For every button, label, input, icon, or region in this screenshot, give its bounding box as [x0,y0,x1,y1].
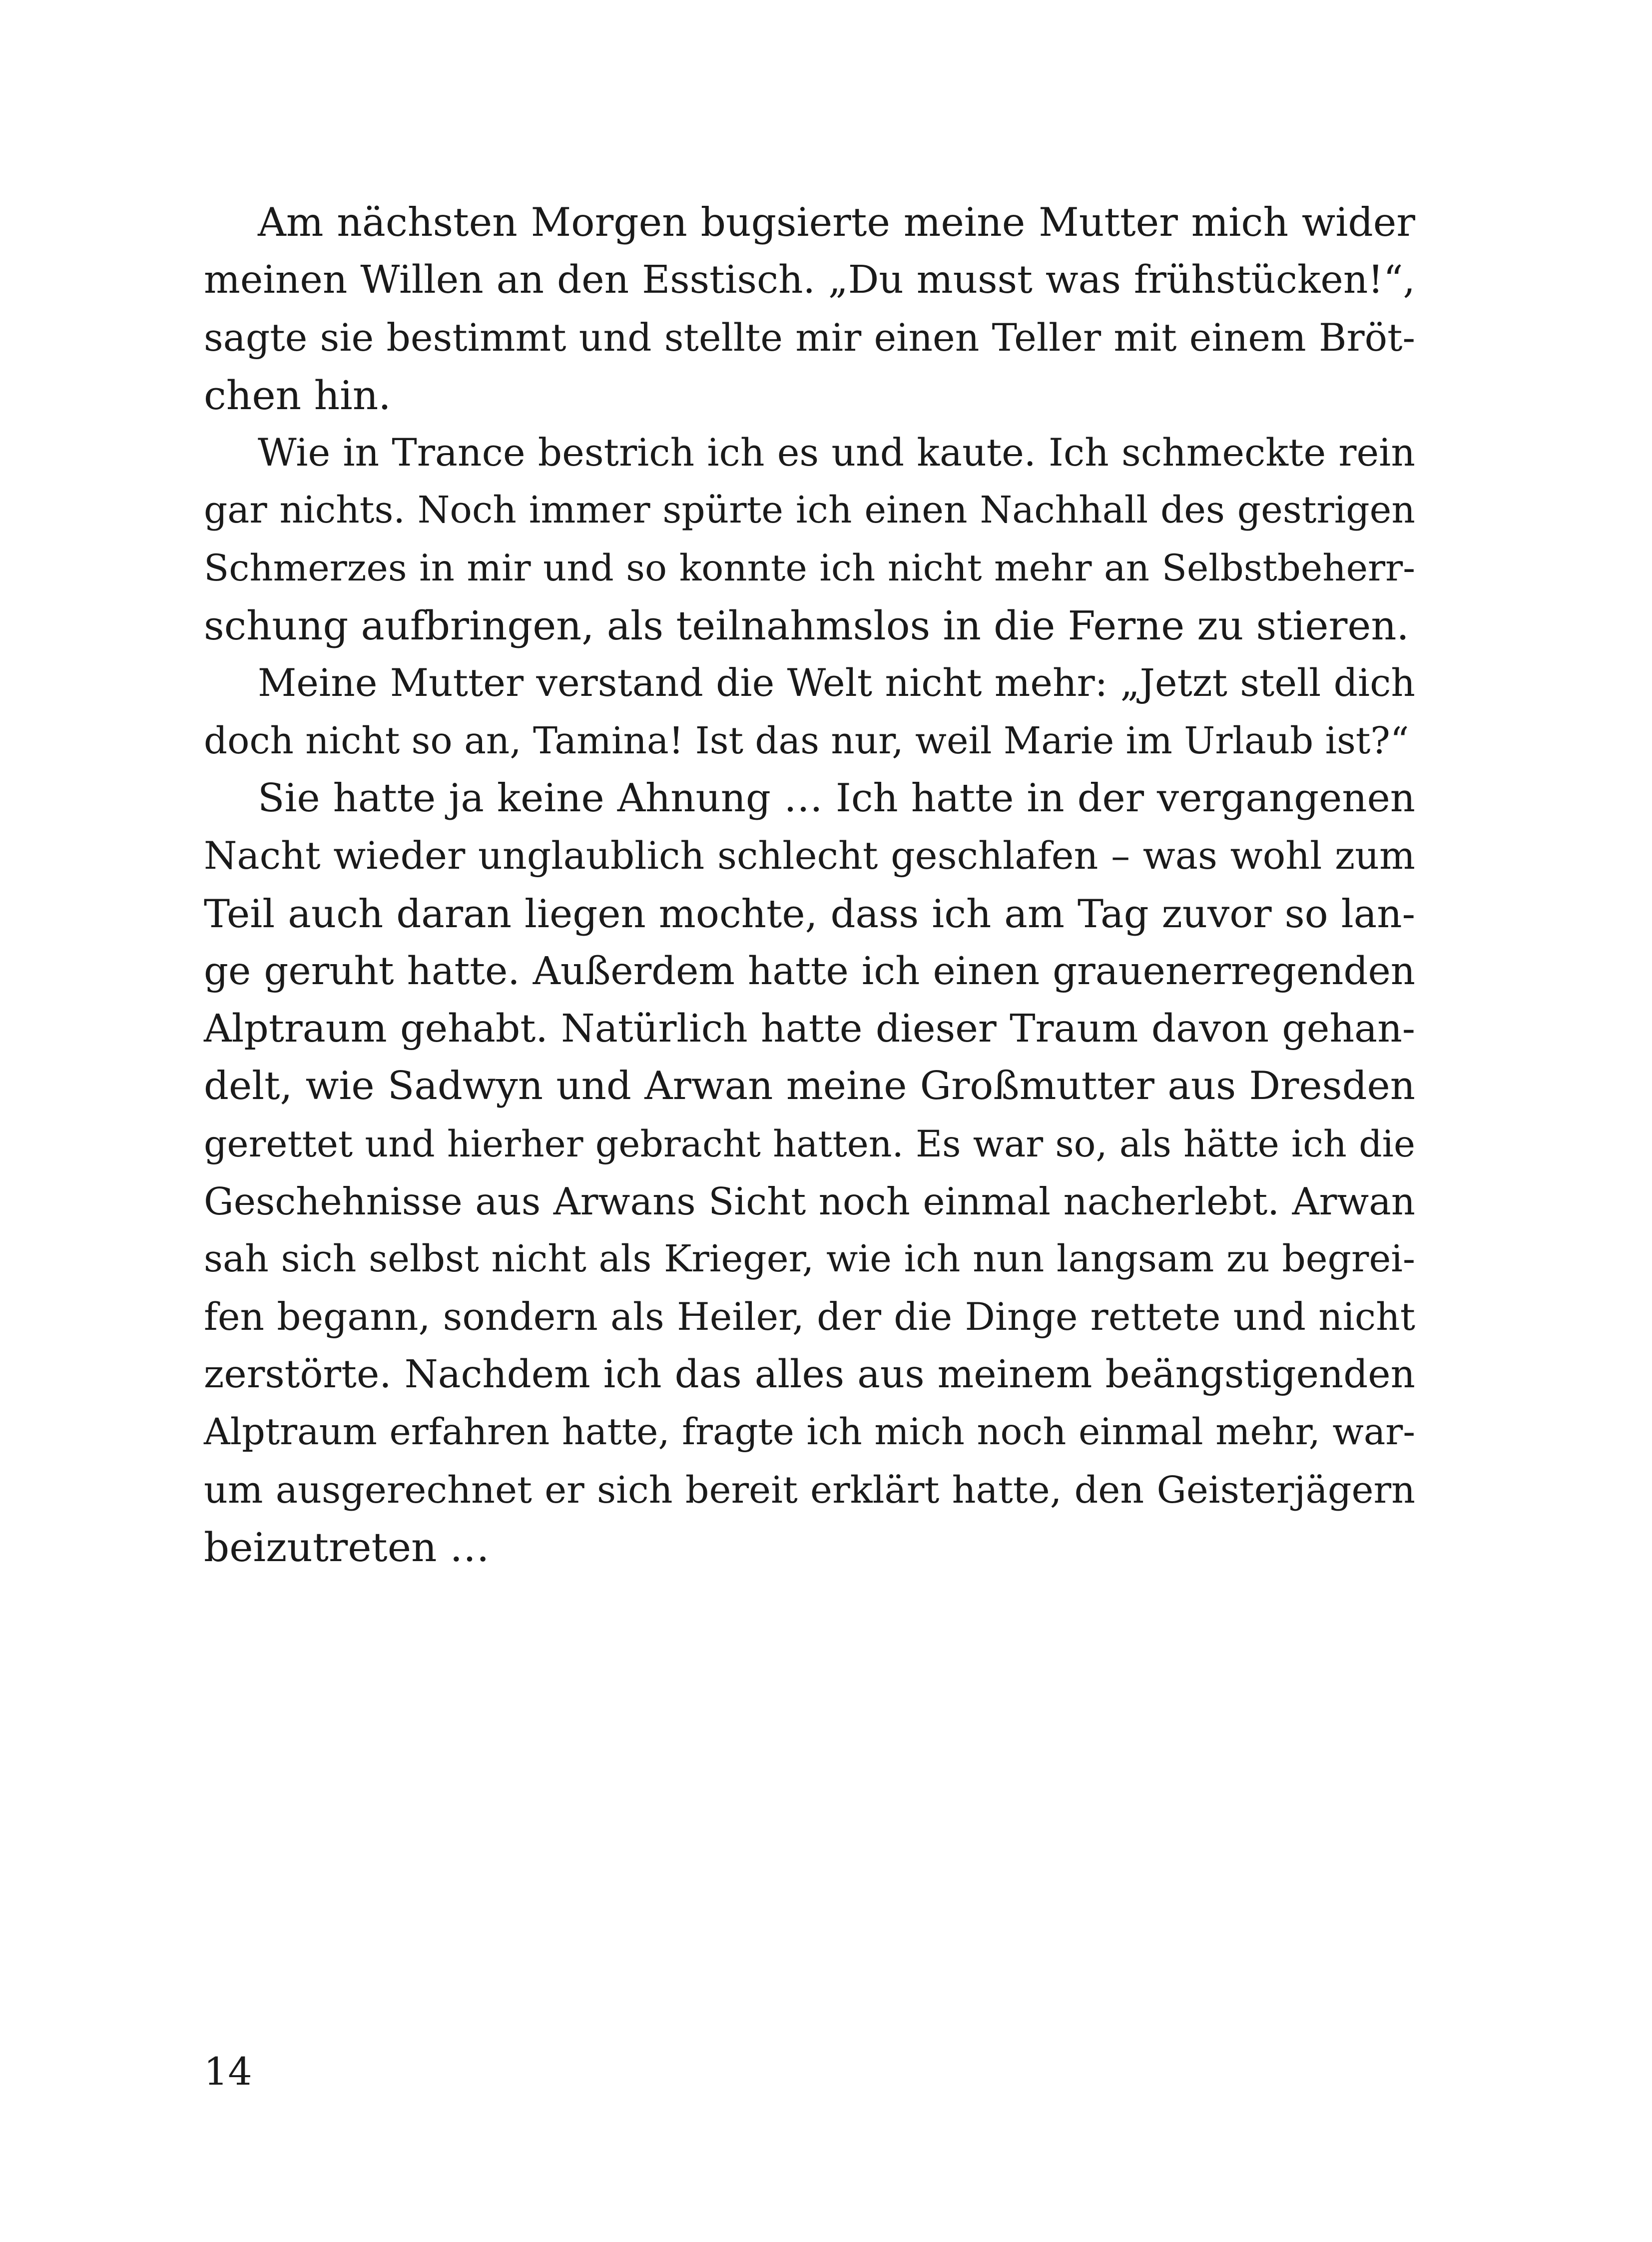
text-line: Geschehnisse aus Arwans Sicht noch einmal nacherlebt. Arwan [204,1180,1415,1224]
text-line: gerettet und hierher gebracht hatten. Es war so, als hätte ich die [204,1122,1415,1165]
text-line: Wie in Trance bestrich ich es und kaute. Ich schmeckte rein [258,431,1415,475]
text-line: chen hin. [204,372,391,419]
text-line: Sie hatte ja keine Ahnung … Ich hatte in der vergangenen [258,775,1415,821]
page-number: 14 [204,2049,252,2094]
text-line: doch nicht so an, Tamina! Ist das nur, weil Marie im Urlaub ist?“ [204,719,1409,762]
text-line: ge geruht hatte. Außerdem hatte ich einen grauenerregenden [204,949,1415,994]
text-line: gar nichts. Noch immer spürte ich einen Nachhall des gestrigen [204,489,1415,532]
text-line: fen begann, sondern als Heiler, der die Dinge rettete und nicht [204,1294,1415,1339]
text-line: delt, wie Sadwyn und Arwan meine Großmutter aus Dresden [204,1064,1415,1109]
text-line: Am nächsten Morgen bugsierte meine Mutter mich wider [258,199,1415,245]
text-line: Meine Mutter verstand die Welt nicht mehr: „Jetzt stell dich [258,661,1415,705]
text-line: zerstörte. Nachdem ich das alles aus meinem beängstigenden [204,1352,1415,1397]
text-line: Alptraum erfahren hatte, fragte ich mich noch einmal mehr, war- [204,1411,1415,1454]
text-line: beizutreten … [204,1524,490,1571]
text-line: meinen Willen an den Esstisch. „Du musst was frühstücken!“, [204,258,1415,303]
text-line: Alptraum gehabt. Natürlich hatte dieser Traum davon gehan- [204,1006,1415,1052]
text-line: sagte sie bestimmt und stellte mir einen Teller mit einem Bröt- [204,315,1415,360]
text-line: Schmerzes in mir und so konnte ich nicht mehr an Selbstbeherr- [204,547,1415,589]
text-line: sah sich selbst nicht als Krieger, wie ich nun langsam zu begrei- [204,1237,1415,1281]
text-line: Nacht wieder unglaublich schlecht geschlafen – was wohl zum [204,834,1415,878]
text-line: um ausgerechnet er sich bereit erklärt hatte, den Geisterjägern [204,1468,1415,1512]
text-line: schung aufbringen, als teilnahmslos in die Ferne zu stieren. [204,602,1409,649]
body-text [204,194,1415,1576]
text-line: Teil auch daran liegen mochte, dass ich am Tag zuvor so lan- [204,891,1415,937]
